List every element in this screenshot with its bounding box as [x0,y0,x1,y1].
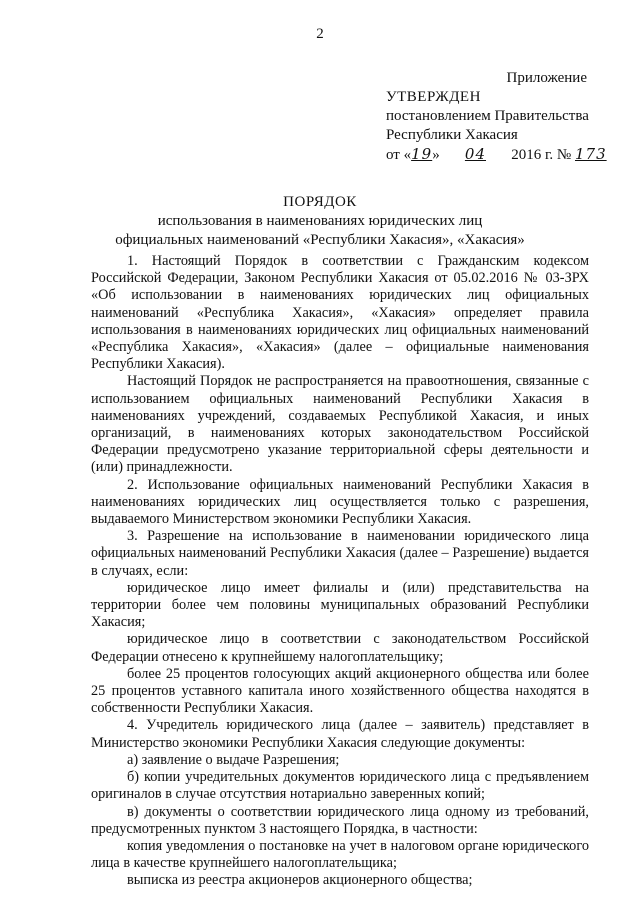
approval-line-1: постановлением Правительства [386,108,589,124]
approval-date-line [386,145,607,165]
title-main: ПОРЯДОК [283,194,357,210]
page-number: 2 [316,26,324,42]
paragraph: б) копии учредительных документов юридического лица с предъявлением оригиналов в случае отсутствия нотариально заверенных копий; [91,769,589,803]
date-prefix: от « [386,147,412,163]
title-sub-1: использования в наименованиях юридических лиц [157,213,483,229]
paragraph: юридическое лицо имеет филиалы и (или) представительства на территории более чем половины муниципальных образований Республики Хакасия; [91,579,589,631]
handwritten-number: 173 [574,145,607,163]
paragraph: 3. Разрешение на использование в наименовании юридического лица официальных наименований Республики Хакасия (далее – Разрешение) выдается в случаях, если: [91,528,589,579]
handwritten-day: 19 [411,145,433,163]
paragraph: Настоящий Порядок не распространяется на правоотношения, связанные с использованием официальных наименований Республики Хакасия в наименованиях учреждений, создаваемых Республикой Хакасия, и иных организаций, в наименованиях которых законодательством Российской Федерации предусмотрено указание территориальной сферы деятельности и (или) принадлежности. [91,373,589,476]
document-title [0,193,640,250]
approval-line-2: Республики Хакасия [386,127,518,143]
paragraph: более 25 процентов голосующих акций акционерного общества или более 25 процентов уставного капитала иного хозяйственного общества находятся в собственности Республики Хакасия. [91,665,589,717]
paragraph: выписка из реестра акционеров акционерного общества; [127,872,473,889]
document-body [91,253,589,890]
paragraph: 2. Использование официальных наименований Республики Хакасия в наименованиях юридических лиц осуществляется только с разрешения, выдаваемого Министерством экономики Республики Хакасия. [91,476,589,528]
date-mid: » [432,147,444,163]
paragraph: 1. Настоящий Порядок в соответствии с Гражданским кодексом Российской Федерации, Законом Республики Хакасия от 05.02.2016 № 03-ЗРХ «Об использовании в наименованиях юридических лиц официальных наименований «Республика Хакасия», «Хакасия» определяет правила использования в наименованиях юридических лиц официальных наименований «Республика Хакасия», «Хакасия» (далее – официальные наименования Республики Хакасия). [91,253,589,373]
annex-label: Приложение [506,70,587,86]
paragraph: юридическое лицо в соответствии с законодательством Российской Федерации отнесено к крупнейшему налогоплательщику; [91,631,589,665]
paragraph: 4. Учредитель юридического лица (далее – заявитель) представляет в Министерство экономики Республики Хакасия следующие документы: [91,717,589,751]
paragraph: а) заявление о выдаче Разрешения; [127,751,340,768]
title-sub-2: официальных наименований «Республики Хакасия», «Хакасия» [115,232,525,248]
paragraph: в) документы о соответствии юридического лица одному из требований, предусмотренных пунктом 3 настоящего Порядка, в частности: [91,803,589,837]
paragraph: копия уведомления о постановке на учет в налоговом органе юридического лица в качестве крупнейшего налогоплательщика; [91,837,589,872]
handwritten-month: 04 [464,145,486,163]
date-year: 2016 г. № [507,147,575,163]
approval-stamp [386,88,607,165]
approved-word: УТВЕРЖДЕН [386,89,481,105]
